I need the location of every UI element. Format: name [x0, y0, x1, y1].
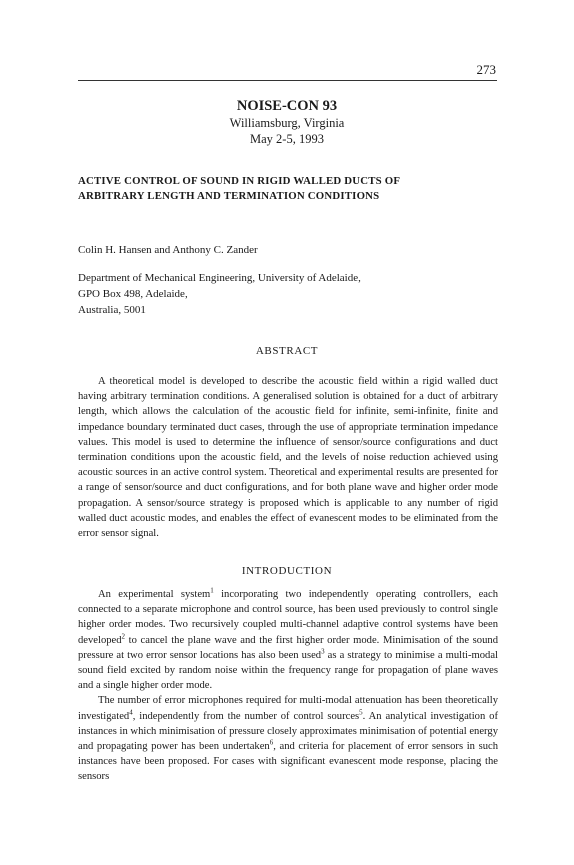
text-run: , independently from the number of control sources — [132, 710, 360, 722]
authors: Colin H. Hansen and Anthony C. Zander — [78, 244, 258, 256]
introduction-heading: INTRODUCTION — [241, 565, 333, 577]
conference-dates: May 2-5, 1993 — [250, 132, 324, 146]
intro-paragraph-2 — [78, 693, 498, 784]
paper-title-line-2: ARBITRARY LENGTH AND TERMINATION CONDITIONS — [78, 189, 380, 202]
abstract-body — [78, 374, 498, 541]
citation-ref: 6 — [269, 738, 274, 747]
text-run: as a strategy to minimise a multi-modal sound field excited by random noise within the frequency range for propagation of plane waves and a single higher order mode. — [78, 649, 498, 692]
affiliation-line-3: Australia, 5001 — [78, 304, 146, 316]
citation-ref: 5 — [359, 708, 363, 717]
conference-name: NOISE-CON 93 — [236, 98, 338, 114]
conference-block — [0, 97, 574, 147]
text-run: . An analytical investigation of instances in which minimisation of pressure closely approximates minimisation of potential energy and propagating power has been undertaken — [78, 710, 498, 753]
affiliation — [78, 270, 361, 318]
page-number: 273 — [476, 62, 496, 77]
text-run: to cancel the plane wave and the first higher order mode. Minimisation of the sound pressure at two error sensor locations has also been used — [78, 634, 498, 661]
text-run: An experimental system — [98, 589, 211, 600]
text-run: , and criteria for placement of error sensors in such instances have been proposed. For cases with significant evanescent mode response, placing the sensors — [78, 741, 498, 783]
abstract-heading: ABSTRACT — [255, 345, 319, 357]
paper-title-line-1: ACTIVE CONTROL OF SOUND IN RIGID WALLED DUCTS OF — [78, 175, 401, 187]
abstract-paragraph: A theoretical model is developed to describe the acoustic field within a rigid walled duct having arbitrary termination conditions. A generalised solution is obtained for a duct of arbitrary length, which allows the calculation of the acoustic field for infinite, semi-infinite, finite and impedance boundary terminated duct cases, through the use of appropriate termination impedance values. This model is used to determine the influence of sensor/source configurations and duct termination conditions upon the acoustic field, and the levels of noise reduction achieved using acoustic sources in an active control system. Theoretical and experimental results are presented for a range of sensor/source and duct configurations, and for both plane wave and higher order mode propagation. A sensor/source strategy is proposed which is applicable to any number of rigid walled duct acoustic modes, and enables the effect of evanescent modes to be eliminated from the error sensor signal. — [78, 376, 498, 540]
paper-title — [78, 174, 498, 203]
intro-paragraph-1 — [78, 587, 498, 693]
introduction-body — [78, 587, 498, 785]
conference-location: Williamsburg, Virginia — [229, 116, 345, 130]
citation-ref: 3 — [321, 647, 325, 656]
citation-ref: 1 — [210, 586, 214, 595]
affiliation-line-1: Department of Mechanical Engineering, University of Adelaide, — [78, 272, 361, 284]
text-run: incorporating two independently operating controllers, each connected to a separate microphone and control source, has been used previously to control single higher order modes. Two recursively coupled multi-channel adaptive control systems have been developed — [78, 589, 498, 646]
citation-ref: 4 — [129, 708, 133, 717]
text-run: The number of error microphones required for multi-modal attenuation has been theoretically investigated — [78, 695, 498, 722]
citation-ref: 2 — [121, 632, 126, 641]
header-rule — [78, 80, 497, 81]
affiliation-line-2: GPO Box 498, Adelaide, — [78, 288, 188, 300]
